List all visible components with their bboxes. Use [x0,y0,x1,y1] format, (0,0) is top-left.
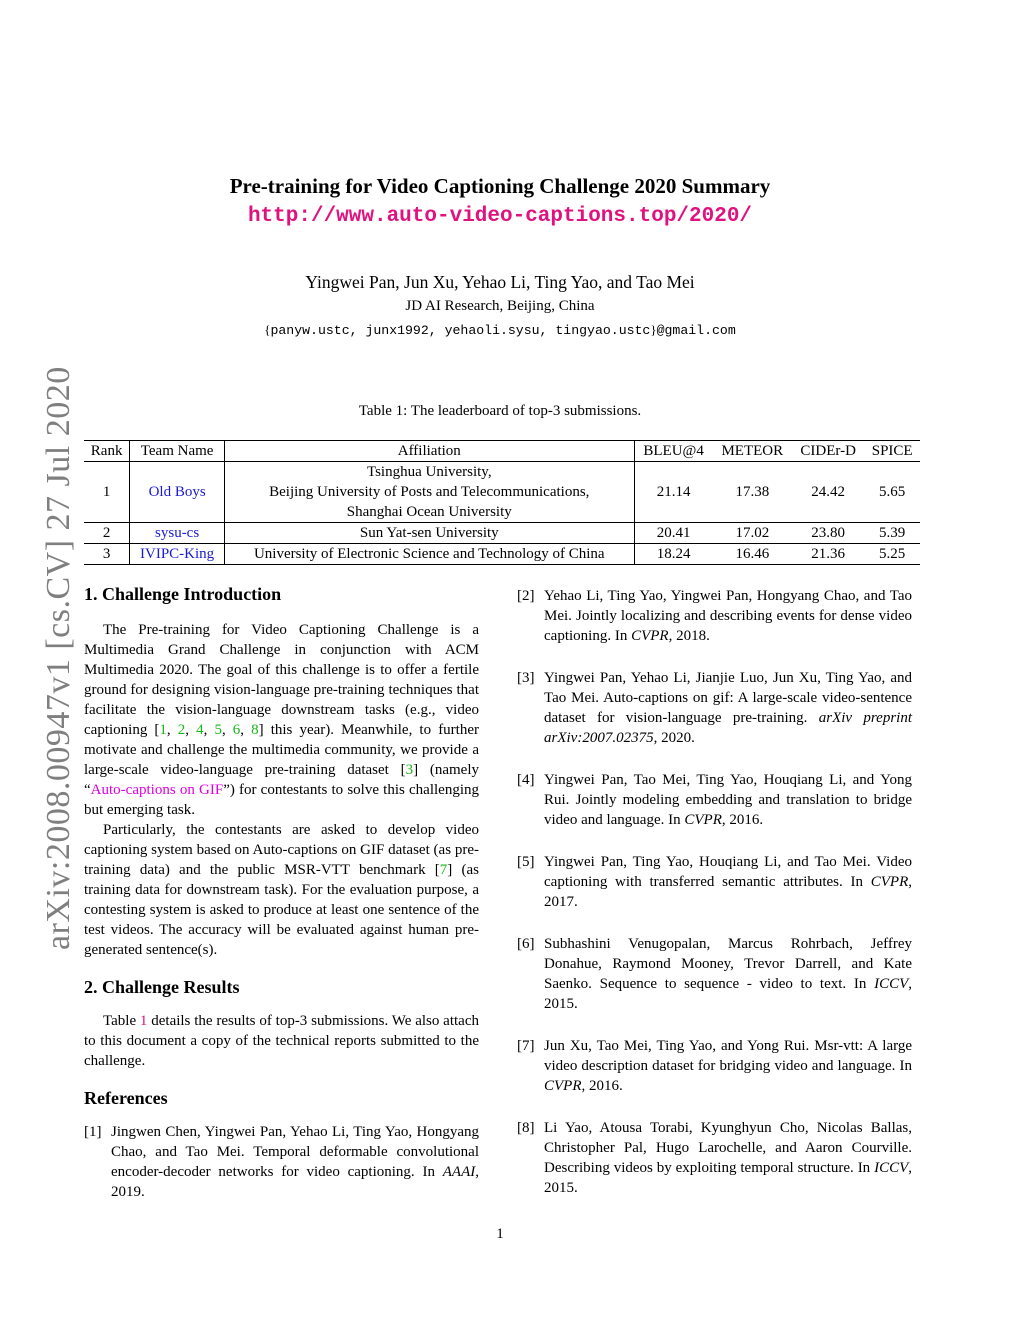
results-paragraph: Table 1 details the results of top-3 submissions. We also attach to this document a copy of the technical reports submitted to the challenge. [84,1013,479,1069]
reference-number: [1] [84,1124,102,1140]
header-bleu: BLEU@4 [643,443,704,459]
cell-team-link[interactable]: sysu-cs [130,523,225,544]
cell-team-link[interactable]: Old Boys [130,462,225,523]
citation-link[interactable]: 6 [232,722,241,738]
section-heading-references: References [84,1088,168,1108]
cell-bleu: 21.14 [656,484,691,500]
table-header-row [84,441,920,462]
cell-cider: 23.80 [811,525,846,541]
header-spice: SPICE [871,443,913,459]
section-heading-introduction: 1. Challenge Introduction [84,584,282,604]
reference-item [517,1118,912,1198]
citation-link[interactable]: 4 [196,722,204,738]
reference-number: [6] [517,936,535,952]
cell-spice: 5.65 [879,484,906,500]
cell-meteor: 17.02 [735,525,770,541]
cell-bleu: 18.24 [656,546,691,562]
citation-link[interactable]: 7 [439,862,448,878]
cell-meteor: 17.38 [735,484,770,500]
reference-number: [2] [517,588,535,604]
affiliation: JD AI Research, Beijing, China [405,298,595,314]
cell-spice: 5.39 [879,525,906,541]
header-team-name: Team Name [130,441,225,462]
email-domain: @gmail.com [656,323,736,338]
section-heading-results: 2. Challenge Results [84,977,240,997]
reference-text: Jingwen Chen, Yingwei Pan, Yehao Li, Ting Yao, Hongyang Chao, and Tao Mei. Temporal deformable convolutional encoder-decoder networks for video captioning. In AAAI, 2019. [111,1124,479,1200]
affiliation-line: Shanghai Ocean University [346,504,512,520]
email-list: panyw.ustc, junx1992, yehaoli.sysu, tingyao.ustc [270,323,651,338]
reference-text: Yehao Li, Ting Yao, Yingwei Pan, Hongyang Chao, and Tao Mei. Jointly localizing and describing events for dense video captioning. In CVPR, 2018. [544,588,912,644]
reference-item [517,852,912,912]
reference-item [84,1122,479,1202]
header-meteor: METEOR [721,443,784,459]
emails [0,322,1000,338]
affiliation-line: Beijing University of Posts and Telecommunications, [269,484,590,500]
citation-link[interactable]: 1 [159,722,167,738]
table-ref-link[interactable]: 1 [139,1013,148,1029]
header-cider: CIDEr-D [800,443,856,459]
right-column [517,586,912,1198]
reference-text: Yingwei Pan, Tao Mei, Ting Yao, Houqiang Li, and Yong Rui. Jointly modeling embedding and translation to bridge video and language. In CVPR, 2016. [544,772,912,828]
cell-affiliation [224,462,634,523]
reference-item [517,668,912,748]
arxiv-identifier: arXiv:2008.00947v1 [cs.CV] 27 Jul 2020 [40,366,77,950]
reference-number: [7] [517,1038,535,1054]
reference-number: [5] [517,854,535,870]
table-caption: Table 1: The leaderboard of top-3 submissions. [358,403,642,419]
authors: Yingwei Pan, Jun Xu, Yehao Li, Ting Yao, and Tao Mei [305,272,695,292]
table-row [84,544,920,565]
reference-number: [8] [517,1120,535,1136]
cell-bleu: 20.41 [656,525,691,541]
left-column [84,582,479,1202]
table-row [84,462,920,523]
paper-title: Pre-training for Video Captioning Challenge 2020 Summary [229,174,771,198]
reference-text: Li Yao, Atousa Torabi, Kyunghyun Cho, Nicolas Ballas, Christopher Pal, Hugo Larochelle, and Aaron Courville. Describing videos by exploiting temporal structure. In ICCV, 2015. [544,1120,912,1196]
cell-rank: 3 [84,544,130,565]
cell-rank: 2 [84,523,130,544]
reference-item [517,770,912,830]
leaderboard-table [84,440,920,565]
page-number: 1 [496,1226,504,1242]
intro-paragraph-2: Particularly, the contestants are asked to develop video captioning system based on Auto-captions on GIF dataset (as pre-training data) and the public MSR-VTT benchmark [7] (as training data for downstream task). For the evaluation purpose, a contesting system is asked to produce at least one sentence of the test videos. The accuracy will be evaluated against human pre-generated sentence(s). [84,822,479,958]
citation-link[interactable]: 8 [251,722,259,738]
cell-affiliation: Sun Yat-sen University [224,523,634,544]
reference-text: Yingwei Pan, Ting Yao, Houqiang Li, and Tao Mei. Video captioning with transferred semantic attributes. In CVPR, 2017. [544,854,912,910]
reference-text: Yingwei Pan, Yehao Li, Jianjie Luo, Jun Xu, Ting Yao, and Tao Mei. Auto-captions on gif: A large-scale video-sentence dataset for vision-language pre-training. arXiv preprint arXiv:2007.02375, 2020. [544,670,912,746]
cell-spice: 5.25 [879,546,906,562]
cell-cider: 24.42 [811,484,846,500]
reference-item [517,586,912,646]
cell-rank: 1 [84,462,130,523]
intro-paragraph-1: The Pre-training for Video Captioning Challenge is a Multimedia Grand Challenge in conjunction with ACM Multimedia 2020. The goal of this challenge is to offer a fertile ground for designing vision-language pre-training techniques that facilitate the vision-language downstream tasks (e.g., video captioning [1, 2, 4, 5, 6, 8] this year). Meanwhile, to further motivate and challenge the multimedia community, we provide a large-scale video-language pre-training dataset [3] (namely “Auto-captions on GIF”) for contestants to solve this challenging but emerging task. [84,622,480,818]
affiliation-line: Tsinghua University, [366,464,492,480]
citation-link[interactable]: 3 [405,762,414,778]
email-brace-close: } [650,322,657,337]
cell-cider: 21.36 [811,546,846,562]
email-brace-open: { [264,322,271,337]
reference-number: [3] [517,670,535,686]
citation-link[interactable]: 2 [177,722,186,738]
citation-link[interactable]: 5 [214,722,222,738]
reference-number: [4] [517,772,535,788]
reference-text: Subhashini Venugopalan, Marcus Rohrbach, Jeffrey Donahue, Raymond Mooney, Trevor Darrell, and Kate Saenko. Sequence to sequence - video to text. In ICCV, 2015. [544,936,912,1012]
cell-team-link[interactable]: IVIPC-King [130,544,225,565]
table-row [84,523,920,544]
auto-captions-link[interactable]: Auto-captions on GIF [90,782,224,798]
reference-item [517,1036,912,1096]
cell-affiliation: University of Electronic Science and Technology of China [224,544,634,565]
header-rank: Rank [84,441,130,462]
reference-item [517,934,912,1014]
reference-text: Jun Xu, Tao Mei, Ting Yao, and Yong Rui. Msr-vtt: A large video description dataset for bridging video and language. In CVPR, 2016. [544,1038,912,1094]
header-affiliation: Affiliation [224,441,634,462]
challenge-url-link[interactable]: http://www.auto-video-captions.top/2020/ [247,205,753,228]
cell-meteor: 16.46 [735,546,770,562]
